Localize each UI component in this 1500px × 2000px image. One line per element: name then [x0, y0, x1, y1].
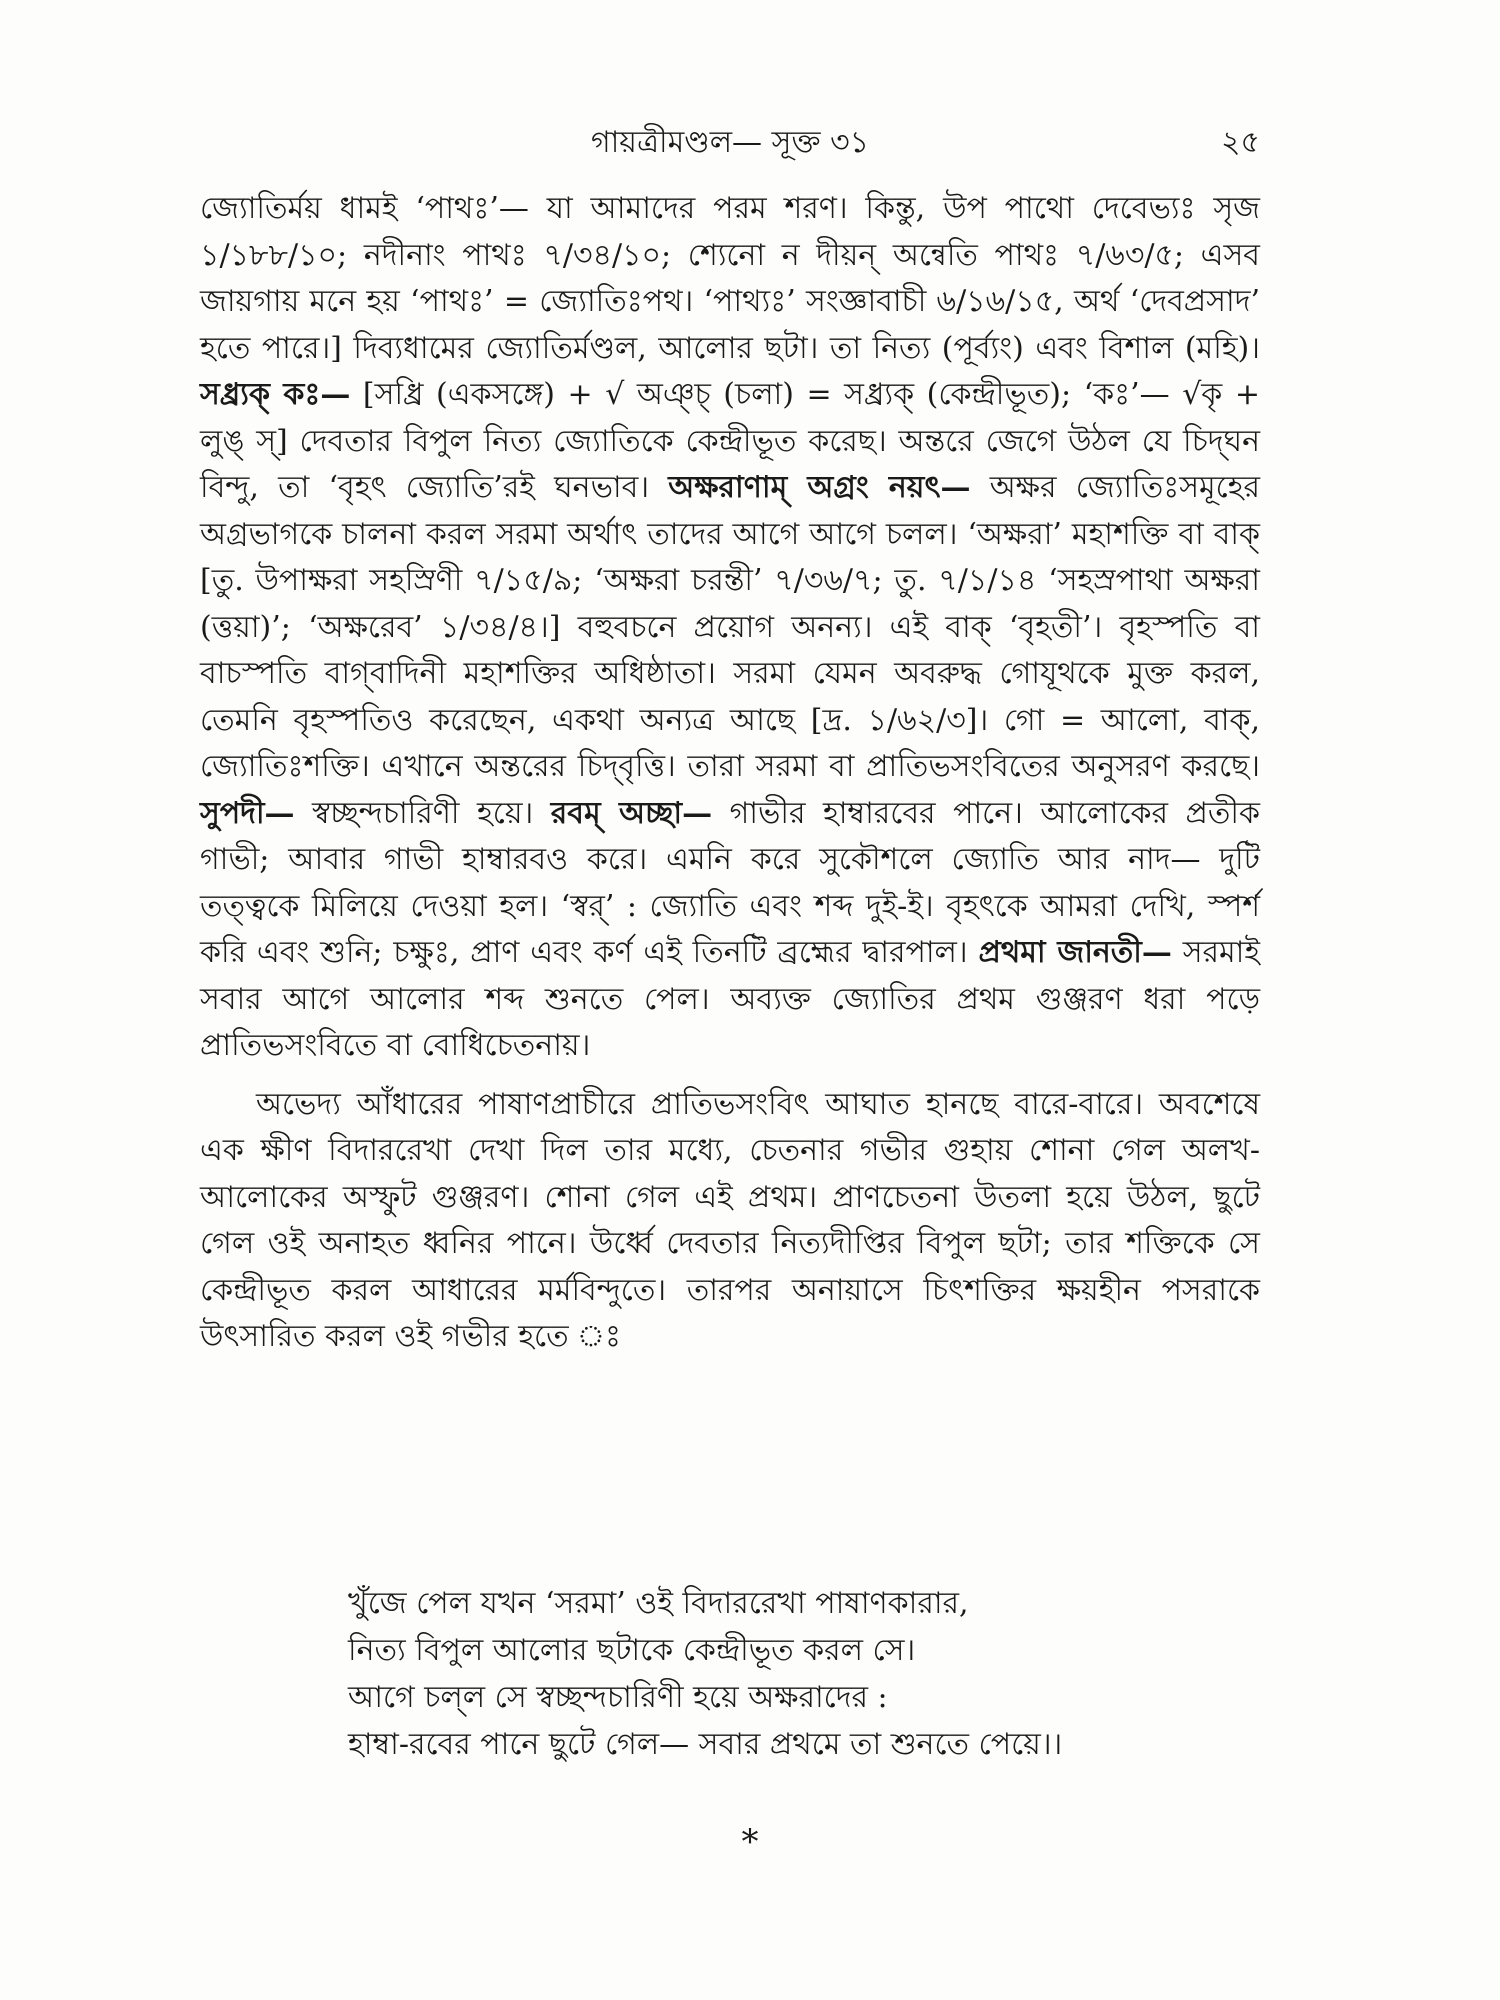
bold-term: অক্ষরাণাম্ অগ্রং নয়ৎ— — [668, 470, 971, 505]
bold-term: সুপদী— — [200, 795, 295, 831]
explanation-paragraph: অভেদ্য আঁধারের পাষাণপ্রাচীরে প্রাতিভসংবিৎ আঘাত হানছে বারে-বারে। অবশেষে এক ক্ষীণ বিদাররেখা দেখা দিল তার মধ্যে, চেতনার গভীর গুহায় শোনা গেল অলখ-আলোকের অস্ফুট গুঞ্জরণ। শোনা গেল এই প্রথম। প্রাণচেতনা উতলা হয়ে উঠল, ছুটে গেল ওই অনাহত ধ্বনির পানে। উর্ধ্বে দেবতার নিত্যদীপ্তির বিপুল ছটা; তার শক্তিকে সে কেন্দ্রীভূত করল আধারের মর্মবিন্দুতে। তারপর অনায়াসে চিৎশক্তির ক্ষয়হীন পসরাকে উৎসারিত করল ওই গভীর হতে ঃ — [200, 1086, 1260, 1354]
verse-line: নিত্য বিপুল আলোর ছটাকে কেন্দ্রীভূত করল সে। — [348, 1633, 916, 1668]
section-end-asterisk: * — [741, 1822, 759, 1862]
text-run: গাভীর হাম্বারবের পানে। আলোকের প্রতীক গাভী; আবার গাভী হাম্বারবও করে। এমনি করে সুকৌশলে জ্যোতি আর নাদ— দুটি তত্ত্বকে মিলিয়ে দেওয়া হল। ‘স্বর্’ : জ্যোতি এবং শব্দ দুই-ই। বৃহৎকে আমরা দেখি, স্পর্শ করি এবং শুনি; চক্ষুঃ, প্রাণ এবং কর্ণ এই তিনটি ব্রহ্মের দ্বারপাল। — [200, 795, 1260, 970]
text-run: অক্ষর জ্যোতিঃসমূহের অগ্রভাগকে চালনা করল সরমা অর্থাৎ তাদের আগে আগে চলল। ‘অক্ষরা’ মহাশক্তি বা বাক্ [তু. উপাক্ষরা সহস্রিণী ৭/১৫/৯; ‘অক্ষরা চরন্তী’ ৭/৩৬/৭; তু. ৭/১/১৪ ‘সহস্রপাথা অক্ষরা (ত্তয়া)’; ‘অক্ষরেব’ ১/৩৪/৪।] বহুবচনে প্রয়োগ অনন্য। এই বাক্ ‘বৃহতী’। বৃহস্পতি বা বাচস্পতি বাগ্‌বাদিনী মহাশক্তির অধিষ্ঠাতা। সরমা যেমন অবরুদ্ধ গোযূথকে মুক্ত করল, তেমনি বৃহস্পতিও করেছেন, একথা অন্যত্র আছে [দ্র. ১/৬২/৩]। গো = আলো, বাক্, জ্যোতিঃশক্তি। এখানে অন্তরের চিদ্‌বৃত্তি। তারা সরমা বা প্রাতিভসংবিতের অনুসরণ করছে। — [200, 470, 1260, 784]
bold-term: সধ্র্যক্ কঃ— — [200, 377, 351, 412]
text-run: [সধ্রি (একসঙ্গে) + √ অঞ্চ্ (চলা) = সধ্র্যক্ (কেন্দ্রীভূত); ‘কঃ’— √কৃ + লুঙ্ স্] দেবতার বিপুল নিত্য জ্যোতিকে কেন্দ্রীভূত করেছ। অন্তরে জেগে উঠল যে চিদ্‌ঘন বিন্দু, তা ‘বৃহৎ জ্যোতি’রই ঘনভাব। — [200, 377, 1260, 505]
text-run: স্বচ্ছন্দচারিণী হয়ে। — [294, 795, 551, 831]
verse-line: খুঁজে পেল যখন ‘সরমা’ ওই বিদাররেখা পাষাণকারার, — [348, 1586, 969, 1621]
body-text — [200, 186, 1260, 1361]
running-title: গায়ত্রীমণ্ডল— সূক্ত ৩১ — [590, 125, 870, 160]
text-run: জ্যোতির্ময় ধামই ‘পাথঃ’— যা আমাদের পরম শরণ। কিন্তু, উপ পাথো দেবেভ্যঃ সৃজ ১/১৮৮/১০; নদীনাং পাথঃ ৭/৩৪/১০; শ্যেনো ন দীয়ন্ অন্বেতি পাথঃ ৭/৬৩/৫; এসব জায়গায় মনে হয় ‘পাথঃ’ = জ্যোতিঃপথ। ‘পাথ্যঃ’ সংজ্ঞাবাচী ৬/১৬/১৫, অর্থ ‘দেবপ্রসাদ’ হতে পারে।] দিব্যধামের জ্যোতির্মণ্ডল, আলোর ছটা। তা নিত্য (পূর্ব্যং) এবং বিশাল (মহি)। — [200, 191, 1260, 366]
page-header — [200, 118, 1260, 168]
text-run: সরমাই সবার আগে আলোর শব্দ শুনতে পেল। অব্যক্ত জ্যোতির প্রথম গুঞ্জরণ ধরা পড়ে প্রাতিভসংবিতে বা বোধিচেতনায়। — [200, 935, 1260, 1063]
commentary-paragraph — [200, 186, 1260, 1070]
verse-block — [348, 1580, 1248, 1768]
page-number: ২৫ — [1221, 125, 1260, 160]
bold-term: প্রথমা জানতী— — [978, 935, 1172, 970]
verse-line: হাম্বা-রবের পানে ছুটে গেল— সবার প্রথমে তা শুনতে পেয়ে।। — [348, 1727, 1063, 1762]
bold-term: রবম্ অচ্ছা— — [550, 795, 713, 831]
verse-line: আগে চল্‌ল সে স্বচ্ছন্দচারিণী হয়ে অক্ষরাদের : — [348, 1680, 888, 1715]
